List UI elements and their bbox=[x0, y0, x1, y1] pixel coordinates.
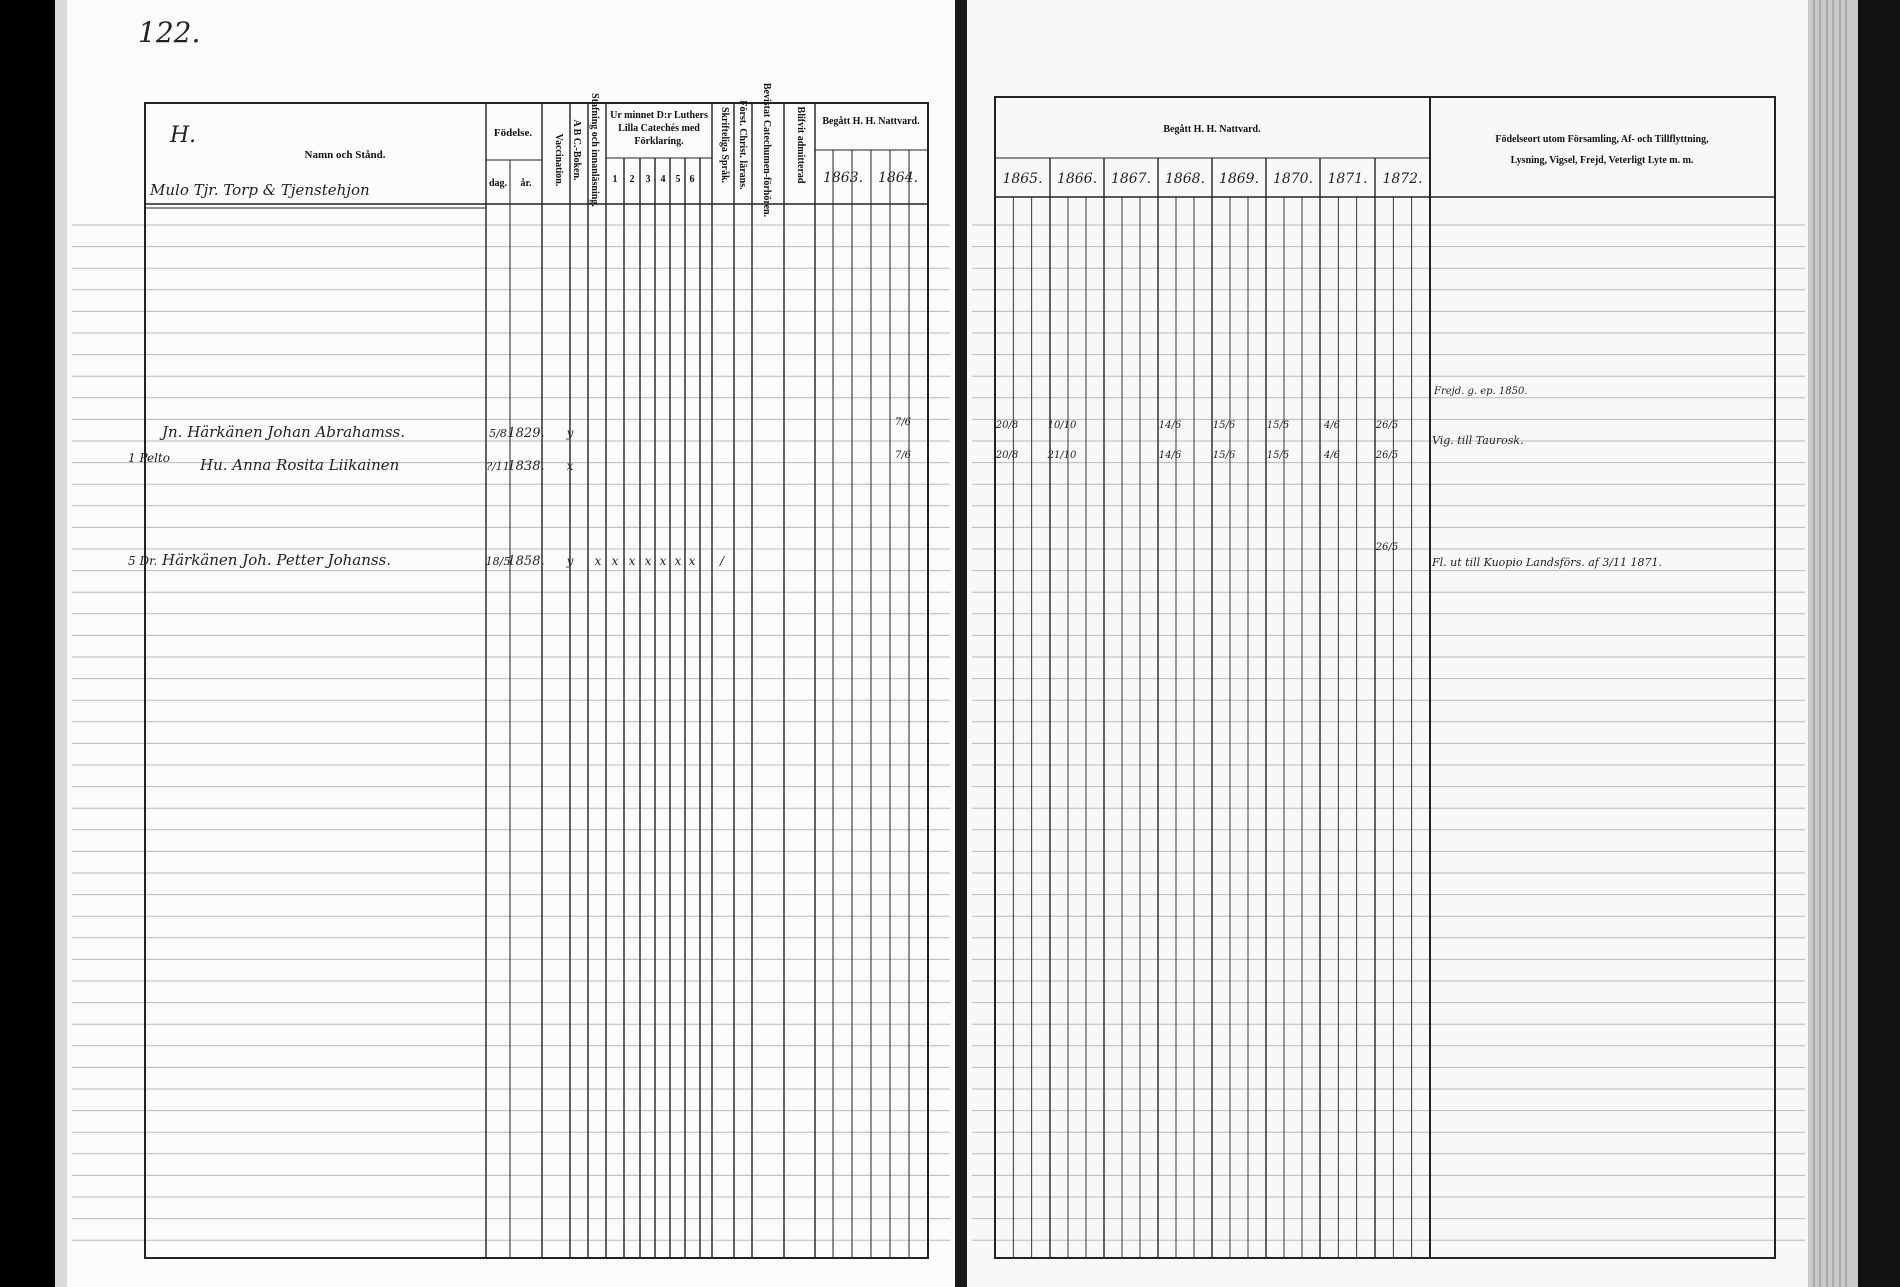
person-name: Jn. Härkänen Johan Abrahamss. bbox=[162, 423, 406, 441]
header-ur-minnet-2: Lilla Catechés med bbox=[618, 123, 700, 134]
communion-date: 4/6 bbox=[1323, 420, 1341, 431]
header-namn: Namn och Stånd. bbox=[304, 149, 386, 161]
communion-date: 7/6 bbox=[894, 450, 912, 461]
communion-date: 14/6 bbox=[1158, 450, 1182, 461]
progress-mark: x bbox=[688, 554, 696, 568]
header-vaccination: Vaccination. bbox=[553, 133, 564, 187]
communion-date: 10/10 bbox=[1047, 420, 1077, 431]
year-header: 1865. bbox=[1002, 171, 1043, 187]
year-header: 1866. bbox=[1056, 171, 1098, 187]
header-begatt-right: Begått H. H. Nattvard. bbox=[1163, 124, 1261, 135]
page-number: 122. bbox=[138, 16, 201, 49]
birth-day: ?/11 bbox=[486, 460, 510, 473]
progress-mark: x bbox=[644, 554, 652, 568]
year-header: 1869. bbox=[1218, 171, 1260, 187]
header-ar: år. bbox=[520, 178, 532, 189]
year-header: 1870. bbox=[1272, 171, 1314, 187]
birth-year: 1858. bbox=[507, 554, 545, 569]
header-abc-boken: A B C.-Boken. bbox=[571, 119, 582, 181]
progress-mark: x bbox=[566, 459, 574, 473]
progress-mark: / bbox=[719, 554, 725, 568]
header-skrifteliga: Skrifteliga Språk. bbox=[719, 106, 730, 184]
header-stafning: Stafning och innanläsning. bbox=[589, 93, 600, 207]
header-fodelse: Födelse. bbox=[493, 127, 533, 139]
progress-mark: y bbox=[566, 554, 574, 568]
communion-date: 20/8 bbox=[995, 420, 1019, 431]
section-letter: H. bbox=[170, 123, 197, 148]
communion-date: 15/5 bbox=[1266, 450, 1290, 461]
communion-date: 15/5 bbox=[1266, 420, 1290, 431]
progress-mark: y bbox=[566, 426, 574, 440]
birth-day: 18/5 bbox=[485, 555, 511, 568]
communion-date: 21/10 bbox=[1047, 450, 1077, 461]
birth-day: 5/8 bbox=[489, 427, 507, 440]
person-name: Härkänen Joh. Petter Johanss. bbox=[162, 551, 392, 569]
progress-mark: x bbox=[611, 554, 619, 568]
birth-year: 1829. bbox=[507, 426, 545, 441]
header-forst-christ: Först. Christ. lärans. bbox=[737, 100, 748, 190]
header-ur-minnet-3: Förklaring. bbox=[634, 136, 684, 147]
catechism-number: 1 bbox=[612, 174, 618, 185]
birth-year: 1838. bbox=[507, 459, 545, 474]
catechism-number: 3 bbox=[645, 174, 651, 185]
catechism-number: 5 bbox=[675, 174, 681, 185]
header-blifvit: Blifvit admitterad bbox=[795, 106, 806, 184]
remarks-header-1: Födelseort utom Församling, Af- och Tillflyttning, bbox=[1495, 134, 1709, 145]
progress-mark: x bbox=[594, 554, 602, 568]
year-header: 1871. bbox=[1327, 171, 1368, 187]
remark-text: Vig. till Taurosk. bbox=[1432, 434, 1524, 447]
communion-date: 15/6 bbox=[1212, 420, 1236, 431]
progress-mark: x bbox=[628, 554, 636, 568]
header-ur-minnet-1: Ur minnet D:r Luthers bbox=[610, 110, 708, 121]
communion-date: 7/6 bbox=[894, 417, 912, 428]
year-header: 1868. bbox=[1164, 171, 1206, 187]
remark-text: Fl. ut till Kuopio Landsförs. af 3/11 1871. bbox=[1432, 556, 1663, 569]
right-page bbox=[962, 0, 1810, 1287]
catechism-number: 2 bbox=[629, 174, 635, 185]
margin-note: 1 Pelto bbox=[128, 451, 170, 465]
communion-date: 26/5 bbox=[1375, 450, 1399, 461]
communion-date: 15/6 bbox=[1212, 450, 1236, 461]
header-bevistat: Bevistat Catechumen-förhören. bbox=[761, 82, 772, 218]
communion-date: 4/6 bbox=[1323, 450, 1341, 461]
margin-note: 5 Dr. bbox=[128, 554, 158, 568]
year-header: 1867. bbox=[1110, 171, 1152, 187]
communion-date: 20/8 bbox=[995, 450, 1019, 461]
communion-date: 26/5 bbox=[1375, 420, 1399, 431]
remarks-header-2: Lysning, Vigsel, Frejd, Veterligt Lyte m. m. bbox=[1510, 155, 1694, 166]
person-name: Hu. Anna Rosita Liikainen bbox=[200, 456, 400, 474]
catechism-number: 6 bbox=[689, 174, 695, 185]
top-remark: Frejd. g. ep. 1850. bbox=[1434, 386, 1528, 397]
progress-mark: x bbox=[674, 554, 682, 568]
location-line: Mulo Tjr. Torp & Tjenstehjon bbox=[150, 181, 370, 199]
year-header: 1864. bbox=[877, 170, 919, 186]
progress-mark: x bbox=[659, 554, 667, 568]
communion-date: 14/6 bbox=[1158, 420, 1182, 431]
year-header: 1872. bbox=[1382, 171, 1423, 187]
header-begatt-left: Begått H. H. Nattvard. bbox=[822, 116, 920, 127]
header-dag: dag. bbox=[488, 178, 508, 189]
year-header: 1863. bbox=[822, 170, 864, 186]
communion-date: 26/5 bbox=[1375, 542, 1399, 553]
catechism-number: 4 bbox=[660, 174, 666, 185]
